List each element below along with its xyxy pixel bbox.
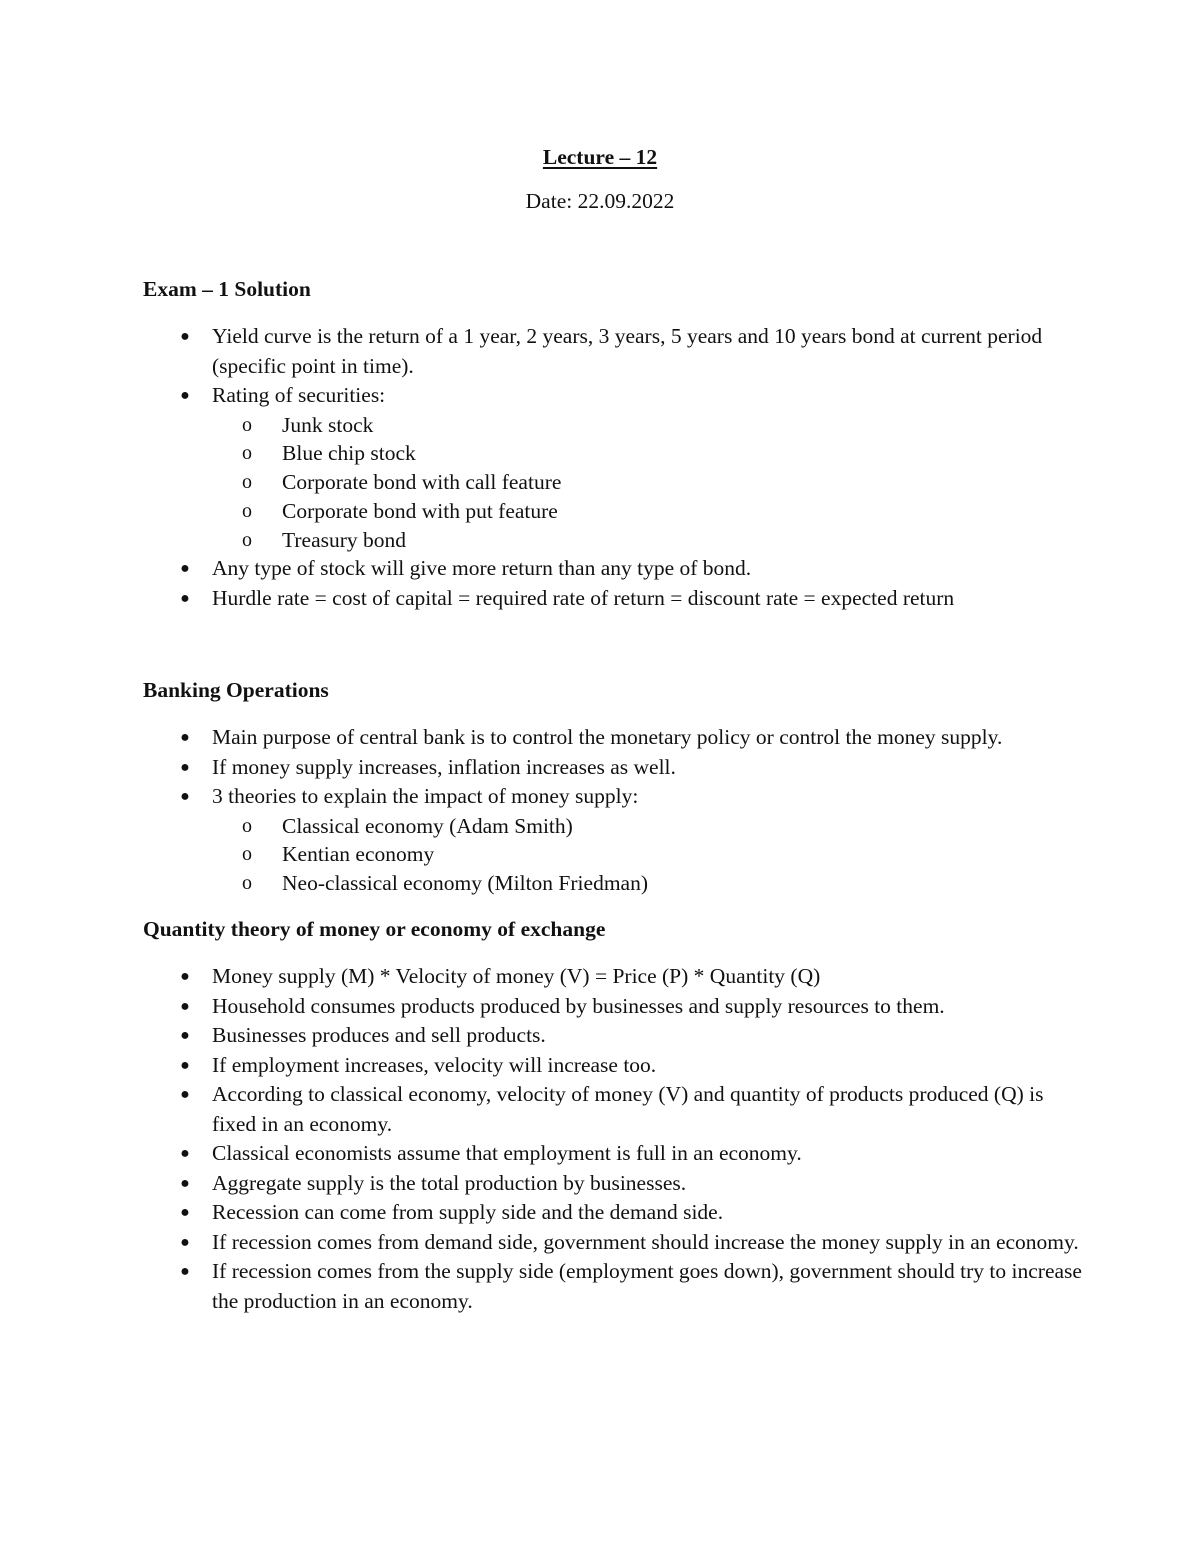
section-heading: Banking Operations [143,678,329,702]
list-item-text: Yield curve is the return of a 1 year, 2 years, 3 years, 5 years and 10 years bond at current period (specific point in time). [212,324,1043,378]
list-item-text: Businesses produces and sell products. [212,1023,546,1047]
circle-bullet-icon: o [242,843,252,866]
sub-list-item-text: Corporate bond with put feature [282,498,558,523]
list-item [143,584,1083,614]
list-item-text: Rating of securities: [212,383,386,407]
bullet-icon: ● [180,968,190,985]
list-item [143,1257,1083,1316]
lecture-date: Date: 22.09.2022 [525,189,675,213]
circle-bullet-icon: o [242,499,252,522]
list-item [143,554,1083,584]
bullet-icon: ● [180,328,190,345]
list-item-text: 3 theories to explain the impact of money supply: [212,784,639,808]
circle-bullet-icon: o [242,528,252,551]
list-item-text: According to classical economy, velocity of money (V) and quantity of products produced (Q) is fixed in an economy. [212,1082,1044,1136]
sub-list-item [212,411,1083,440]
bullet-list [143,962,1083,1316]
circle-bullet-icon: o [242,442,252,465]
sub-list-item [212,812,1083,841]
list-item [143,1139,1083,1169]
list-item-text: If employment increases, velocity will increase too. [212,1052,657,1077]
list-item [143,1228,1083,1258]
list-item [143,1080,1083,1139]
bullet-icon: ● [180,1027,190,1044]
list-item-text: If recession comes from demand side, government should increase the money supply in an economy. [212,1229,1079,1254]
list-item-text: Recession can come from supply side and the demand side. [212,1200,724,1224]
list-item [143,1051,1083,1081]
section-quantity-theory [143,914,1083,1316]
bullet-icon: ● [180,1086,190,1103]
bullet-icon: ● [180,560,190,578]
sub-list-item [212,869,1083,898]
sub-list-item-text: Classical economy (Adam Smith) [282,813,573,838]
bullet-icon: ● [180,1233,190,1251]
list-item-text: Aggregate supply is the total production by businesses. [212,1170,687,1195]
list-item-text: Main purpose of central bank is to control the monetary policy or control the money supply. [212,725,1003,749]
page-title: Lecture – 12 [542,145,658,169]
section-heading: Quantity theory of money or economy of exchange [143,917,606,941]
bullet-icon: ● [180,387,190,404]
bullet-icon: ● [180,1263,190,1280]
list-item-text: Household consumes products produced by businesses and supply resources to them. [212,993,945,1018]
list-item-text: Any type of stock will give more return than any type of bond. [212,556,752,581]
list-item [143,992,1083,1022]
bullet-icon: ● [180,1056,190,1074]
sub-list-item-text: Junk stock [282,412,374,437]
sub-list-item [212,439,1083,468]
sub-list-item [212,526,1083,555]
sub-list-item [212,497,1083,526]
bullet-icon: ● [180,1145,190,1162]
circle-bullet-icon: o [242,814,252,837]
circle-bullet-icon: o [242,413,252,436]
bullet-icon: ● [180,1204,190,1221]
list-item [143,1198,1083,1228]
sub-list [212,411,1083,555]
sub-list-item-text: Neo-classical economy (Milton Friedman) [282,871,648,896]
bullet-icon: ● [180,1174,190,1192]
list-item-text: If recession comes from the supply side (employment goes down), government should try to increase the production in an economy. [212,1259,1082,1313]
list-item [143,723,1083,753]
list-item-text: Hurdle rate = cost of capital = required rate of return = discount rate = expected return [212,585,955,610]
sub-list-item-text: Kentian economy [282,842,435,867]
section-banking-operations [143,675,1083,898]
bullet-icon: ● [180,729,190,746]
list-item [143,753,1083,783]
list-item-text: Money supply (M) * Velocity of money (V) = Price (P) * Quantity (Q) [212,964,821,988]
sub-list-item-text: Blue chip stock [282,441,416,466]
sub-list-item [212,468,1083,497]
list-item [143,322,1083,381]
section-heading: Exam – 1 Solution [143,277,311,301]
bullet-icon: ● [180,758,190,776]
circle-bullet-icon: o [242,872,252,895]
bullet-list [143,322,1083,613]
list-item-text: Classical economists assume that employment is full in an economy. [212,1141,802,1165]
section-exam-solution [143,274,1083,613]
sub-list-item-text: Treasury bond [282,527,407,552]
bullet-list [143,723,1083,898]
list-item [143,962,1083,992]
sub-list [212,812,1083,898]
sub-list-item [212,840,1083,869]
circle-bullet-icon: o [242,471,252,494]
list-item [143,1169,1083,1199]
bullet-icon: ● [180,997,190,1015]
list-item-text: If money supply increases, inflation increases as well. [212,754,676,779]
bullet-icon: ● [180,589,190,607]
list-item [143,1021,1083,1051]
bullet-icon: ● [180,788,190,805]
sub-list-item-text: Corporate bond with call feature [282,470,562,495]
list-item [143,782,1083,898]
list-item [143,381,1083,554]
